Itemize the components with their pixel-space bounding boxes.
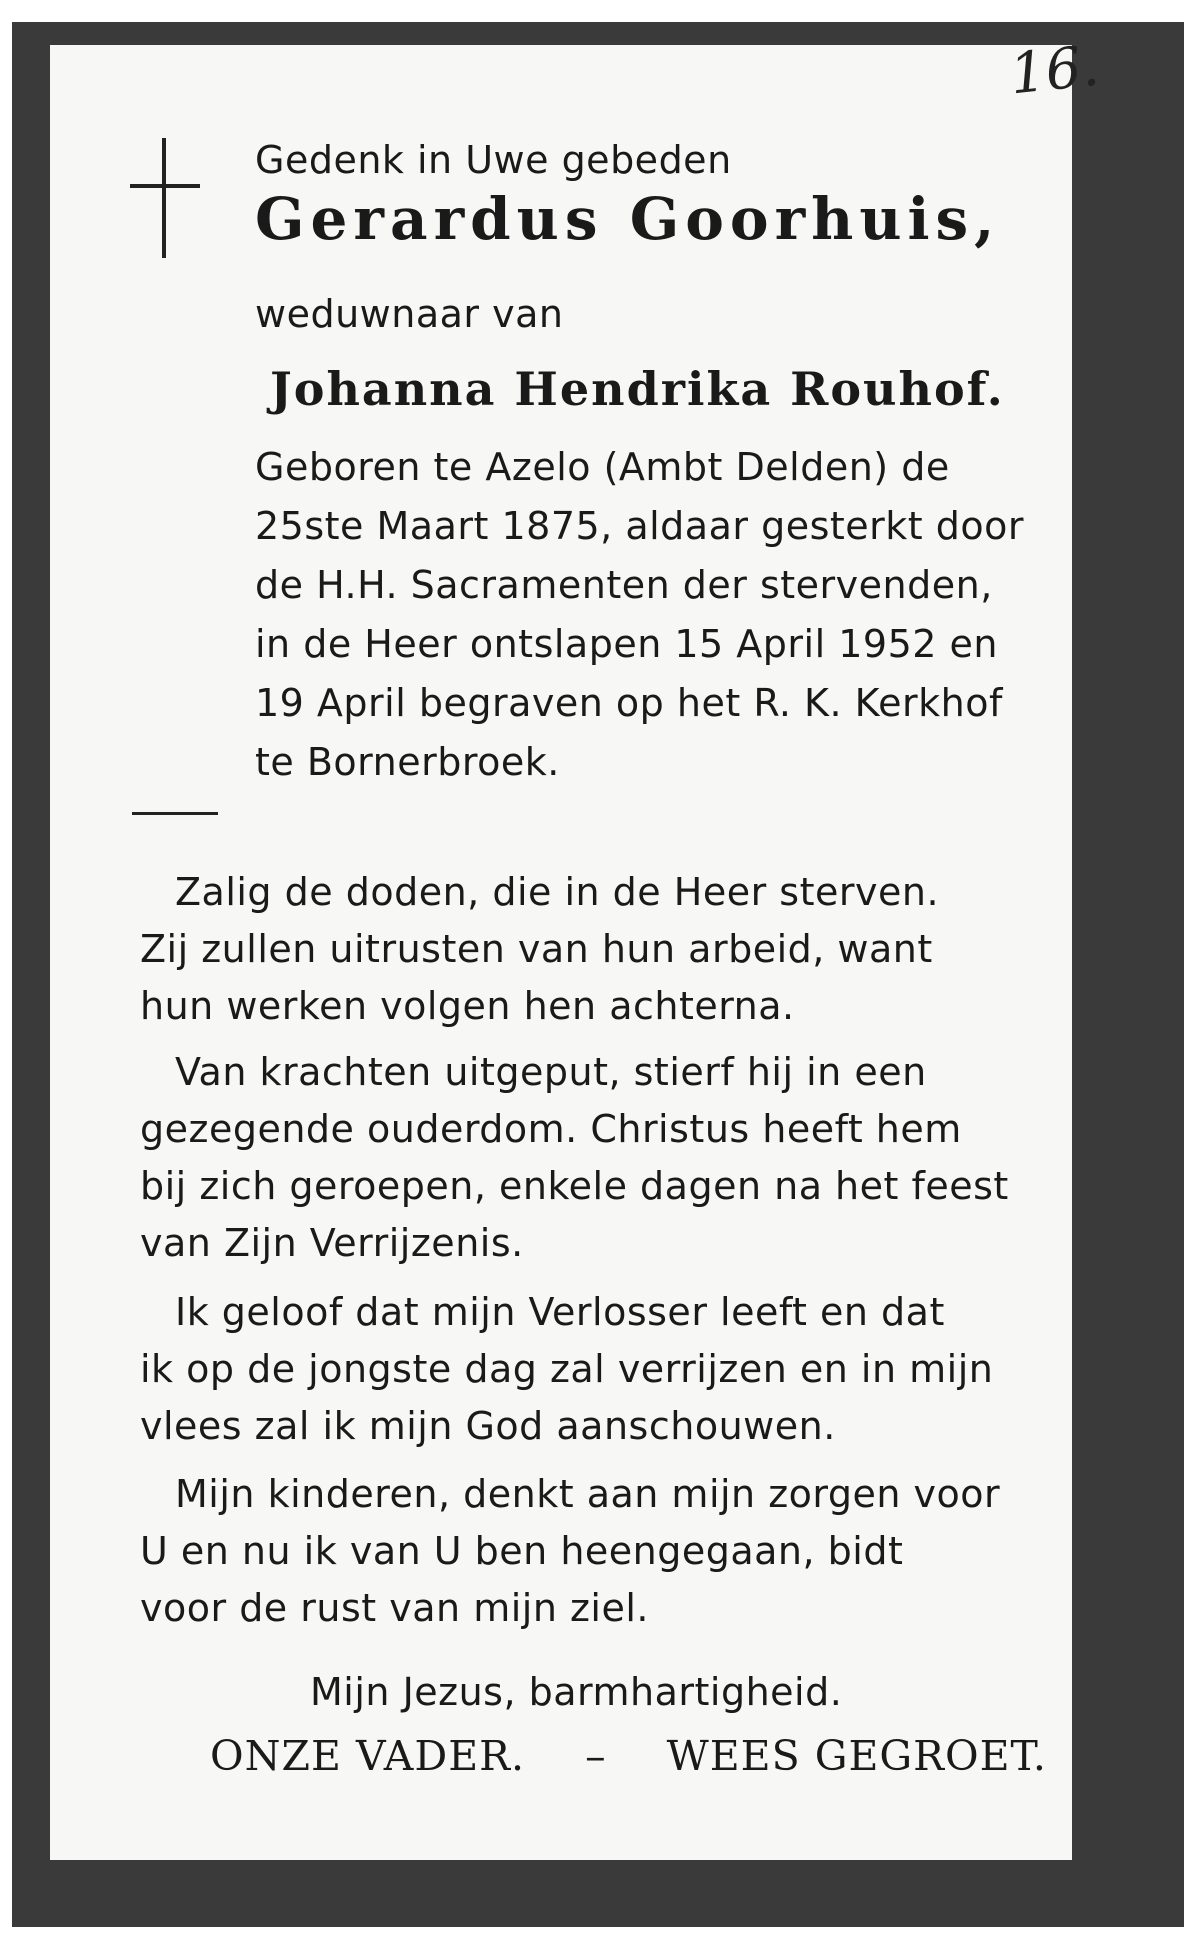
bio-line: in de Heer ontslapen 15 April 1952 en bbox=[255, 622, 998, 666]
prayer-our-father: ONZE VADER. bbox=[210, 1732, 526, 1780]
paragraph-line: gezegende ouderdom. Christus heeft hem bbox=[140, 1107, 962, 1151]
spouse-name: Johanna Hendrika Rouhof. bbox=[270, 362, 1005, 416]
paragraph-line: Van krachten uitgeput, stierf hij in een bbox=[175, 1050, 927, 1094]
bio-line: de H.H. Sacramenten der stervenden, bbox=[255, 563, 993, 607]
bio-line: te Bornerbroek. bbox=[255, 740, 560, 784]
divider bbox=[132, 812, 218, 815]
paragraph-line: Zij zullen uitrusten van hun arbeid, want bbox=[140, 927, 933, 971]
cross-icon bbox=[130, 138, 200, 258]
bio-line: Geboren te Azelo (Ambt Delden) de bbox=[255, 445, 950, 489]
widower-text: weduwnaar van bbox=[255, 292, 564, 336]
deceased-name: Gerardus Goorhuis, bbox=[255, 185, 1001, 253]
paragraph-line: hun werken volgen hen achterna. bbox=[140, 984, 795, 1028]
paragraph-line: van Zijn Verrijzenis. bbox=[140, 1221, 524, 1265]
paragraph-line: U en nu ik van U ben heengegaan, bidt bbox=[140, 1529, 904, 1573]
paragraph-line: voor de rust van mijn ziel. bbox=[140, 1586, 650, 1630]
paragraph-line: Mijn kinderen, denkt aan mijn zorgen voor bbox=[175, 1472, 1001, 1516]
paragraph-line: Ik geloof dat mijn Verlosser leeft en dat bbox=[175, 1290, 945, 1334]
paragraph-line: ik op de jongste dag zal verrijzen en in mijn bbox=[140, 1347, 994, 1391]
intro-text: Gedenk in Uwe gebeden bbox=[255, 138, 732, 182]
handwritten-number: 16. bbox=[1006, 33, 1103, 108]
paragraph-line: bij zich geroepen, enkele dagen na het feest bbox=[140, 1164, 1009, 1208]
bio-line: 25ste Maart 1875, aldaar gesterkt door bbox=[255, 504, 1024, 548]
closing-invocation: Mijn Jezus, barmhartigheid. bbox=[310, 1670, 843, 1714]
paragraph-line: vlees zal ik mijn God aanschouwen. bbox=[140, 1404, 836, 1448]
prayer-dash: – bbox=[585, 1732, 607, 1780]
bio-line: 19 April begraven op het R. K. Kerkhof bbox=[255, 681, 1003, 725]
prayer-line bbox=[210, 1732, 1047, 1780]
paragraph-line: Zalig de doden, die in de Heer sterven. bbox=[175, 870, 940, 914]
prayer-hail-mary: WEES GEGROET. bbox=[666, 1732, 1047, 1780]
